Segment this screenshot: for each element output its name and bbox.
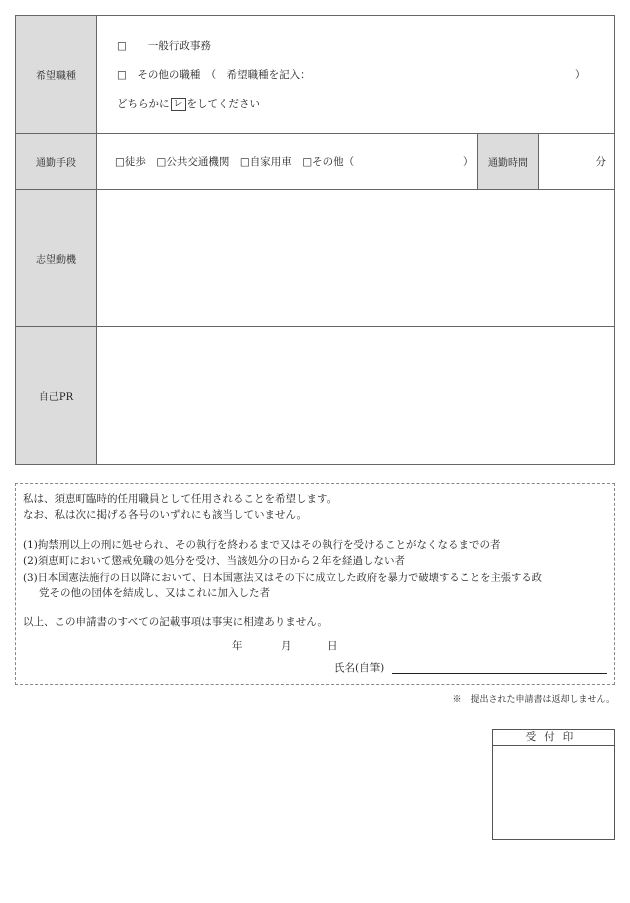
- job-cell: [97, 16, 615, 134]
- date-year: 年: [232, 640, 243, 652]
- instruction-post: をしてください: [186, 98, 260, 110]
- application-form-table: [15, 15, 615, 465]
- date-month: 月: [281, 640, 292, 652]
- job-label: 希望職種: [16, 16, 97, 134]
- job-option-other[interactable]: □ その他の職種 （ 希望職種を記入：: [117, 69, 311, 81]
- commute-options-cell[interactable]: [97, 134, 478, 190]
- commute-label: 通勤手段: [16, 134, 97, 190]
- receipt-stamp-box: [492, 729, 615, 840]
- commute-options-close: ）: [463, 156, 474, 168]
- disqualification-item-3-cont: 党その他の団体を結成し、又はこれに加入した者: [39, 587, 270, 599]
- disqualification-item-3: (3)日本国憲法施行の日以降において、日本国憲法又はその下に成立した政府を暴力で破壊することを主張する政: [23, 572, 542, 584]
- minutes-unit: 分: [595, 156, 606, 168]
- instruction-pre: どちらかに: [117, 98, 170, 110]
- confirmation-statement: 以上、この申請書のすべての記載事項は事実に相違ありません。: [23, 616, 328, 628]
- self-pr-field[interactable]: [97, 327, 615, 465]
- pledge-box: [15, 483, 615, 685]
- motivation-field[interactable]: [97, 190, 615, 327]
- self-pr-label: 自己PR: [16, 327, 97, 465]
- signature-label: 氏名(自筆): [334, 662, 385, 674]
- pledge-line-2: なお、私は次に掲げる各号のいずれにも該当していません。: [23, 509, 308, 521]
- motivation-label: 志望動機: [16, 190, 97, 327]
- commute-time-field[interactable]: [539, 134, 615, 190]
- commute-time-label: 通勤時間: [478, 134, 539, 190]
- disqualification-item-1: (1)拘禁刑以上の刑に処せられ、その執行を終わるまで又はその執行を受けることがなくなるまでの者: [23, 539, 501, 551]
- job-option-other-close: ）: [575, 69, 586, 81]
- job-instruction: [117, 96, 260, 111]
- job-option-general[interactable]: □ 一般行政事務: [117, 40, 211, 52]
- return-note: ※ 提出された申請書は返却しません。: [452, 695, 615, 705]
- check-mark-box: レ: [171, 98, 186, 111]
- date-day: 日: [327, 640, 338, 652]
- commute-options[interactable]: □徒歩 □公共交通機関 □自家用車 □その他（: [115, 156, 355, 168]
- pledge-line-1: 私は、須恵町臨時的任用職員として任用されることを希望します。: [23, 493, 338, 505]
- receipt-stamp-title: 受付印: [493, 730, 614, 746]
- signature-line[interactable]: [392, 673, 607, 674]
- disqualification-item-2: (2)須恵町において懲戒免職の処分を受け、当該処分の日から２年を経過しない者: [23, 555, 405, 567]
